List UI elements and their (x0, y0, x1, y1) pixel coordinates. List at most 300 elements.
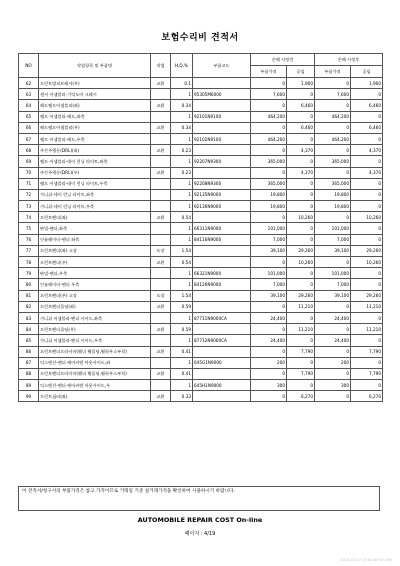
table-row (19, 234, 383, 245)
cell-no: 81 (19, 290, 39, 301)
cell-l2: 0 (351, 133, 383, 144)
cell-p2: 101,000 (315, 268, 351, 279)
cell-p2: 0 (315, 391, 351, 402)
cell-code (193, 257, 251, 268)
cell-l2: 11,210 (351, 324, 383, 335)
cell-item: 램프 어셈블리-데이 런닝 라이트,우측 (39, 178, 151, 189)
cell-work (151, 357, 171, 368)
cell-l2: 29,260 (351, 245, 383, 256)
cell-code: 87711N9000CA (193, 312, 251, 323)
table-row (19, 122, 383, 133)
cell-code (193, 167, 251, 178)
cell-code: 66311N9000 (193, 223, 251, 234)
cell-p1: 7,000 (251, 234, 287, 245)
cell-p2: 0 (315, 122, 351, 133)
cell-l2: 11,210 (351, 301, 383, 312)
print-stamp: 2024-03-07 11:30:40 67.190 (340, 558, 392, 562)
cell-no: 82 (19, 301, 39, 312)
cell-hq: 1.54 (171, 290, 193, 301)
cell-hq: 1 (171, 133, 193, 144)
cell-p1: 365,000 (251, 156, 287, 167)
header-before: 손해 사정전 (251, 54, 315, 66)
cell-no: 72 (19, 189, 39, 200)
cell-l2: 0 (351, 89, 383, 100)
cell-work: 교환 (151, 212, 171, 223)
table-row (19, 223, 383, 234)
cell-item: 익스텐션-펜더 에어커텐 아웃사이드,좌 (39, 357, 151, 368)
cell-p1: 0 (251, 212, 287, 223)
cell-p2: 365,000 (315, 156, 351, 167)
cell-work (151, 111, 171, 122)
cell-l1: 0 (287, 335, 315, 346)
cell-item: 익스텐션-펜더 에어커텐 아웃사이드,우 (39, 380, 151, 391)
footer-title: AUTOMOBILE REPAIR COST On-line (137, 516, 263, 524)
cell-no: 70 (19, 167, 39, 178)
cell-no: 73 (19, 201, 39, 212)
table-row (19, 257, 383, 268)
cell-work: 교환 (151, 100, 171, 111)
cell-item: 프런트펜더프라이머(휀더 휠몰딩,휠하우스부착) (39, 368, 151, 379)
cell-l2: 29,260 (351, 290, 383, 301)
cell-code: 87712N9000CA (193, 335, 251, 346)
cell-work: 교환 (151, 391, 171, 402)
cell-work (151, 312, 171, 323)
cell-p1: 0 (251, 301, 287, 312)
cell-no: 84 (19, 324, 39, 335)
cell-hq: 1 (171, 312, 193, 323)
cell-hq: 1 (171, 268, 193, 279)
cell-l1: 0 (287, 357, 315, 368)
cell-l1: 0 (287, 201, 315, 212)
cell-p2: 0 (315, 301, 351, 312)
cell-hq: 1 (171, 89, 193, 100)
cell-l1: 10,260 (287, 257, 315, 268)
cell-p1: 39,100 (251, 290, 287, 301)
cell-p2: 101,000 (315, 223, 351, 234)
cell-p1: 0 (251, 167, 287, 178)
table-row (19, 290, 383, 301)
cell-no: 75 (19, 223, 39, 234)
table-row (19, 178, 383, 189)
cell-p2: 0 (315, 212, 351, 223)
cell-l1: 0 (287, 380, 315, 391)
cell-item: 인슐레이터-펜더 우측 (39, 279, 151, 290)
table-row (19, 279, 383, 290)
cell-l1: 0 (287, 111, 315, 122)
cell-l1: 0 (287, 178, 315, 189)
header-item: 작업항목 및 부품명 (39, 54, 151, 78)
cell-l2: 1,900 (351, 78, 383, 89)
cell-code: 92136N9000 (193, 201, 251, 212)
cell-hq: 0.41 (171, 346, 193, 357)
cell-work (151, 268, 171, 279)
cell-l1: 11,210 (287, 301, 315, 312)
table-row (19, 324, 383, 335)
table-row (19, 380, 383, 391)
cell-code (193, 78, 251, 89)
header-labor-before: 공임 (287, 66, 315, 78)
cell-p2: 7,000 (315, 279, 351, 290)
cell-code: 95305M6000 (193, 89, 251, 100)
cell-hq: 1 (171, 357, 193, 368)
cell-l1: 6,460 (287, 122, 315, 133)
cell-hq: 1 (171, 234, 193, 245)
cell-l1: 6,270 (287, 391, 315, 402)
table-row (19, 100, 383, 111)
cell-p2: 0 (315, 100, 351, 111)
cell-code: 92135N9000 (193, 189, 251, 200)
header-hq: H,Q,% (171, 54, 193, 78)
table-row (19, 189, 383, 200)
cell-hq: 1 (171, 335, 193, 346)
cell-p2: 0 (315, 324, 351, 335)
page-number: 페이지 : 4/19 (184, 531, 216, 537)
cell-hq: 0.41 (171, 368, 193, 379)
cell-p2: 39,100 (315, 290, 351, 301)
cell-work: 교환 (151, 122, 171, 133)
cell-l2: 0 (351, 268, 383, 279)
cell-item: 가니쉬 어셈블리-펜더 사이드,좌측 (39, 312, 151, 323)
cell-no: 77 (19, 245, 39, 256)
cell-l2: 0 (351, 223, 383, 234)
cell-hq: 0.34 (171, 100, 193, 111)
cell-code: 92102N9100 (193, 133, 251, 144)
header-labor-after: 공임 (351, 66, 383, 78)
cell-no: 68 (19, 145, 39, 156)
cell-l1: 29,260 (287, 245, 315, 256)
cell-item: 프런트펜더프라이머(휀더 휠몰딩,휠하우스부착) (39, 346, 151, 357)
cell-work: 도장 (151, 290, 171, 301)
cell-p2: 0 (315, 346, 351, 357)
cell-no: 71 (19, 178, 39, 189)
cell-code: 645G1N9000 (193, 357, 251, 368)
cell-item: 프런트필러(좌) (39, 391, 151, 402)
cell-item: 가니쉬 어셈블리-펜더 사이드,우측 (39, 335, 151, 346)
cell-l1: 0 (287, 279, 315, 290)
cell-code (193, 324, 251, 335)
cell-code: 66321N9000 (193, 268, 251, 279)
cell-p1: 0 (251, 346, 287, 357)
cell-p1: 39,100 (251, 245, 287, 256)
table-row (19, 212, 383, 223)
cell-p1: 0 (251, 257, 287, 268)
cell-p2: 0 (315, 257, 351, 268)
cell-l1: 11,210 (287, 324, 315, 335)
cell-l1: 1,900 (287, 78, 315, 89)
table-row (19, 268, 383, 279)
cell-p2: 19,800 (315, 189, 351, 200)
table-row (19, 312, 383, 323)
table-row (19, 167, 383, 178)
cell-p2: 0 (315, 368, 351, 379)
cell-p2: 0 (315, 78, 351, 89)
cell-p2: 7,000 (315, 234, 351, 245)
cell-l2: 6,460 (351, 122, 383, 133)
cell-hq: 1 (171, 111, 193, 122)
cell-p1: 365,000 (251, 178, 287, 189)
cell-p2: 24,400 (315, 335, 351, 346)
cell-item: 인슐레이터-펜더 좌측 (39, 234, 151, 245)
header-price-after: 부품가격 (315, 66, 351, 78)
cell-p1: 101,000 (251, 268, 287, 279)
cell-code: 645H1N9000 (193, 380, 251, 391)
cell-item: 램프 어셈블리-데이 런닝 라이트,좌측 (39, 156, 151, 167)
cell-work: 교환 (151, 301, 171, 312)
table-row (19, 145, 383, 156)
cell-item: 프런트펜더(우) 고장 (39, 290, 151, 301)
cell-l1: 7,790 (287, 346, 315, 357)
cell-p1: 464,200 (251, 111, 287, 122)
cell-work (151, 189, 171, 200)
cell-work: 교환 (151, 368, 171, 379)
cell-l2: 0 (351, 380, 383, 391)
table-row (19, 78, 383, 89)
cell-item: 램프 어셈블리-헤드,우측 (39, 133, 151, 144)
cell-item: 헤드램프어셈블리(좌) (39, 100, 151, 111)
cell-work: 교환 (151, 78, 171, 89)
cell-l2: 0 (351, 111, 383, 122)
cell-p1: 19,800 (251, 201, 287, 212)
cell-work: 교환 (151, 167, 171, 178)
cell-l1: 6,460 (287, 100, 315, 111)
cell-p1: 101,000 (251, 223, 287, 234)
cell-l1: 0 (287, 312, 315, 323)
table-row (19, 391, 383, 402)
cell-no: 80 (19, 279, 39, 290)
header-after: 손해 사정후 (315, 54, 383, 66)
cell-no: 85 (19, 335, 39, 346)
cell-hq: 1 (171, 189, 193, 200)
cell-work: 교환 (151, 346, 171, 357)
cell-code (193, 100, 251, 111)
cell-no: 65 (19, 111, 39, 122)
cell-no: 74 (19, 212, 39, 223)
cell-item: 헤드램프어셈블리(우) (39, 122, 151, 133)
cell-item: 프런트펜더몰딩(우) (39, 324, 151, 335)
cell-hq: 0.54 (171, 257, 193, 268)
cell-code: 92207N9300 (193, 156, 251, 167)
cell-l1: 0 (287, 156, 315, 167)
cell-p2: 0 (315, 167, 351, 178)
cell-l1: 0 (287, 189, 315, 200)
cell-work (151, 279, 171, 290)
cell-work: 교환 (151, 324, 171, 335)
table-row (19, 201, 383, 212)
cell-work (151, 234, 171, 245)
cell-code (193, 391, 251, 402)
cell-p1: 0 (251, 368, 287, 379)
cell-code: 92208N9300 (193, 178, 251, 189)
cell-work: 도장 (151, 245, 171, 256)
cell-p1: 7,600 (251, 89, 287, 100)
cell-l2: 0 (351, 189, 383, 200)
cell-no: 62 (19, 78, 39, 89)
cell-p2: 464,200 (315, 111, 351, 122)
cell-l1: 4,370 (287, 167, 315, 178)
cell-item: 주간주행등(DRL)(좌) (39, 145, 151, 156)
cell-p1: 19,800 (251, 189, 287, 200)
cell-p2: 365,000 (315, 178, 351, 189)
cell-code: 84126N9000 (193, 279, 251, 290)
cell-l2: 0 (351, 178, 383, 189)
cell-p1: 200 (251, 357, 287, 368)
cell-no: 86 (19, 346, 39, 357)
cell-no: 89 (19, 380, 39, 391)
cell-code (193, 368, 251, 379)
cell-item: 프런트펜더(좌) 고장 (39, 245, 151, 256)
cell-l1: 0 (287, 89, 315, 100)
header-no: NO (19, 54, 39, 78)
cell-l1: 29,260 (287, 290, 315, 301)
cell-p1: 0 (251, 145, 287, 156)
cell-p2: 39,100 (315, 245, 351, 256)
cell-item: 가니쉬-데이 런닝 라이트,우측 (39, 201, 151, 212)
cell-hq: 0.34 (171, 122, 193, 133)
cell-item: 프런트펜더(우) (39, 257, 151, 268)
cell-p2: 7,600 (315, 89, 351, 100)
cell-hq: 0.1 (171, 78, 193, 89)
cell-no: 66 (19, 122, 39, 133)
cell-item: 프런트펜더몰딩(좌) (39, 301, 151, 312)
cell-l1: 0 (287, 268, 315, 279)
cell-l1: 4,370 (287, 145, 315, 156)
cell-l1: 10,260 (287, 212, 315, 223)
cell-p2: 0 (315, 145, 351, 156)
table-row (19, 156, 383, 167)
cell-p2: 464,200 (315, 133, 351, 144)
cell-item: 판넬-펜더,좌측 (39, 223, 151, 234)
cell-l2: 4,370 (351, 145, 383, 156)
cell-work: 교환 (151, 145, 171, 156)
cell-l1: 0 (287, 234, 315, 245)
cell-no: 88 (19, 368, 39, 379)
cell-hq: 0.59 (171, 301, 193, 312)
cell-item: 센서 어셈블리-기억도어 크레시 (39, 89, 151, 100)
cell-l2: 0 (351, 234, 383, 245)
cell-no: 78 (19, 257, 39, 268)
cell-l2: 0 (351, 335, 383, 346)
cell-hq: 0.59 (171, 324, 193, 335)
cell-p1: 0 (251, 122, 287, 133)
cell-work (151, 89, 171, 100)
cell-work (151, 335, 171, 346)
cell-item: 판넬-펜더,우측 (39, 268, 151, 279)
cell-hq: 0.23 (171, 145, 193, 156)
cell-item: 프런트범퍼트레서(우) (39, 78, 151, 89)
cell-no: 64 (19, 100, 39, 111)
cell-p1: 300 (251, 380, 287, 391)
document-title: 보험수리비 견적서 (161, 33, 239, 43)
cell-work (151, 201, 171, 212)
cell-hq: 1 (171, 279, 193, 290)
cell-l2: 10,260 (351, 212, 383, 223)
cell-p1: 464,200 (251, 133, 287, 144)
cell-l1: 7,790 (287, 368, 315, 379)
cell-l2: 0 (351, 279, 383, 290)
header-work: 작업 (151, 54, 171, 78)
cell-work (151, 156, 171, 167)
table-row (19, 133, 383, 144)
cell-work (151, 178, 171, 189)
cell-no: 63 (19, 89, 39, 100)
cell-p1: 0 (251, 324, 287, 335)
cell-p2: 19,800 (315, 201, 351, 212)
cell-p1: 0 (251, 100, 287, 111)
estimate-rows (19, 78, 383, 402)
cell-p1: 0 (251, 78, 287, 89)
cell-code: 92101N9100 (193, 111, 251, 122)
cell-l2: 0 (351, 156, 383, 167)
cell-hq: 1 (171, 178, 193, 189)
cell-hq: 0.33 (171, 391, 193, 402)
cell-l2: 4,370 (351, 167, 383, 178)
cell-hq: 1 (171, 223, 193, 234)
cell-l2: 0 (351, 312, 383, 323)
cell-code (193, 346, 251, 357)
table-row (19, 301, 383, 312)
cell-no: 87 (19, 357, 39, 368)
cell-item: 가니쉬-데이 런닝 라이트,좌측 (39, 189, 151, 200)
cell-work (151, 380, 171, 391)
cell-code (193, 301, 251, 312)
cell-no: 76 (19, 234, 39, 245)
cell-no: 90 (19, 391, 39, 402)
table-row (19, 245, 383, 256)
cell-hq: 1 (171, 156, 193, 167)
cell-item: 프런트펜더(좌) (39, 212, 151, 223)
cell-l2: 6,460 (351, 100, 383, 111)
cell-no: 83 (19, 312, 39, 323)
header-price-before: 부품가격 (251, 66, 287, 78)
cell-p2: 300 (315, 380, 351, 391)
estimate-table (18, 53, 383, 402)
cell-code (193, 290, 251, 301)
price-note: 이 견적서/청구서의 부품가격은 참고 가격이므로 거래일 기준 실거래가격을 확인하여 사용하시기 바랍니다. (18, 486, 380, 511)
cell-l2: 0 (351, 357, 383, 368)
cell-p2: 200 (315, 357, 351, 368)
cell-l2: 6,270 (351, 391, 383, 402)
cell-l1: 0 (287, 133, 315, 144)
cell-hq: 1.54 (171, 245, 193, 256)
cell-code (193, 245, 251, 256)
cell-item: 주간주행등(DRL)(우) (39, 167, 151, 178)
cell-hq: 1 (171, 201, 193, 212)
cell-code (193, 122, 251, 133)
cell-p1: 24,400 (251, 335, 287, 346)
cell-no: 69 (19, 156, 39, 167)
cell-no: 67 (19, 133, 39, 144)
cell-l2: 10,260 (351, 257, 383, 268)
cell-hq: 0.54 (171, 212, 193, 223)
cell-code: 84116N9000 (193, 234, 251, 245)
cell-item: 램프 어셈블리-헤드,좌측 (39, 111, 151, 122)
cell-p1: 24,400 (251, 312, 287, 323)
table-row (19, 89, 383, 100)
cell-l2: 7,790 (351, 346, 383, 357)
cell-work (151, 223, 171, 234)
cell-l2: 0 (351, 201, 383, 212)
cell-hq: 1 (171, 380, 193, 391)
cell-p1: 0 (251, 391, 287, 402)
cell-hq: 0.23 (171, 167, 193, 178)
header-code: 부품코드 (193, 54, 251, 78)
cell-work: 교환 (151, 257, 171, 268)
table-row (19, 111, 383, 122)
cell-work (151, 133, 171, 144)
cell-p1: 7,000 (251, 279, 287, 290)
cell-no: 79 (19, 268, 39, 279)
table-row (19, 368, 383, 379)
